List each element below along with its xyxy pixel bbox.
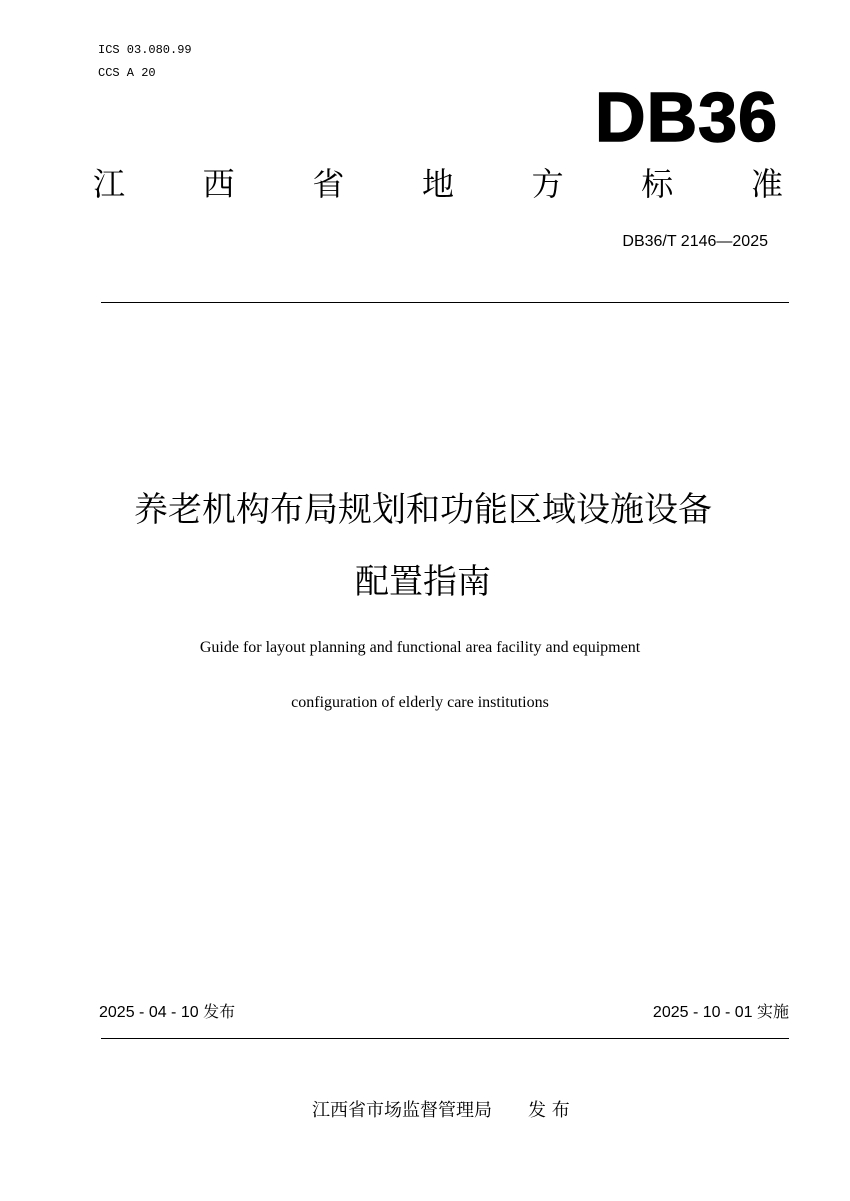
implement-date: 2025 - 10 - 01 实施 — [652, 1004, 789, 1021]
category-char: 江 — [93, 165, 126, 203]
publish-date: 2025 - 04 - 10 发布 — [99, 1004, 236, 1021]
english-title-line-1: Guide for layout planning and functional area facility and equipment — [199, 639, 641, 656]
issuer-row — [312, 1100, 570, 1122]
category-char: 方 — [531, 165, 564, 203]
english-title-line-2: configuration of elderly care institutions — [291, 694, 549, 711]
top-divider — [101, 302, 789, 303]
ccs-code: CCS A 20 — [98, 66, 156, 80]
category-char: 准 — [750, 165, 783, 203]
standard-number: DB36/T 2146—2025 — [622, 233, 768, 250]
ics-code: ICS 03.080.99 — [98, 43, 192, 57]
standard-logo: DB36 — [595, 78, 778, 156]
chinese-title-line-2: 配置指南 — [355, 562, 491, 602]
category-char: 标 — [641, 165, 674, 203]
bottom-divider — [101, 1038, 789, 1039]
chinese-title-line-1: 养老机构布局规划和功能区域设施设备 — [134, 490, 712, 530]
issue-label: 发 布 — [528, 1100, 570, 1121]
standard-category — [93, 164, 783, 204]
issuer-name: 江西省市场监督管理局 — [312, 1100, 492, 1121]
category-char: 地 — [421, 165, 454, 203]
category-char: 省 — [312, 165, 345, 203]
category-char: 西 — [202, 165, 235, 203]
